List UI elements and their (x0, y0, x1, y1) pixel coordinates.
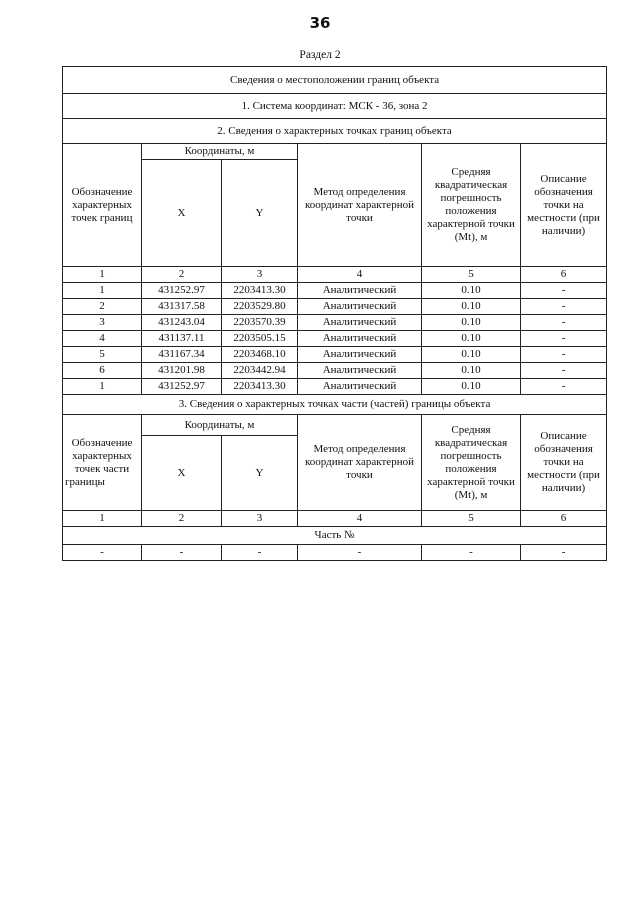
empty-cell: - (422, 545, 521, 561)
table-row (63, 331, 607, 347)
table-row (63, 283, 607, 299)
empty-cell: - (142, 545, 222, 561)
column-number-row (63, 267, 607, 283)
header-mt: Средняя квадратическая погрешность положения характерной точки (Mt), м (422, 144, 521, 267)
column-number: 5 (422, 267, 521, 283)
method: Аналитический (298, 331, 422, 347)
table-row (63, 363, 607, 379)
column-number-row (63, 511, 607, 527)
table-row (63, 347, 607, 363)
column-number: 4 (298, 267, 422, 283)
header-desc: Описание обозначения точки на местности (при наличии) (521, 415, 607, 511)
coord-y: 2203442.94 (222, 363, 298, 379)
description: - (521, 363, 607, 379)
coord-x: 431252.97 (142, 283, 222, 299)
empty-cell: - (63, 545, 142, 561)
coord-y: 2203570.39 (222, 315, 298, 331)
header-mt: Средняя квадратическая погрешность положения характерной точки (Mt), м (422, 415, 521, 511)
point-id: 5 (63, 347, 142, 363)
coord-x: 431252.97 (142, 379, 222, 395)
column-number: 3 (222, 267, 298, 283)
coord-y: 2203505.15 (222, 331, 298, 347)
header-method: Метод определения координат характерной точки (298, 144, 422, 267)
coord-x: 431137.11 (142, 331, 222, 347)
header-x: X (142, 160, 222, 267)
header-y: Y (222, 160, 298, 267)
point-id: 2 (63, 299, 142, 315)
coord-y: 2203413.30 (222, 283, 298, 299)
column-number: 1 (63, 267, 142, 283)
coord-system: 1. Система координат: МСК - 36, зона 2 (63, 94, 607, 119)
method: Аналитический (298, 347, 422, 363)
description: - (521, 283, 607, 299)
method: Аналитический (298, 299, 422, 315)
part-label: Часть № (63, 527, 607, 545)
header-desc: Описание обозначения точки на местности (при наличии) (521, 144, 607, 267)
column-number: 2 (142, 267, 222, 283)
empty-cell: - (298, 545, 422, 561)
page-number: 36 (309, 14, 331, 32)
column-number: 3 (222, 511, 298, 527)
table-row (63, 545, 607, 561)
table-row (63, 315, 607, 331)
coord-x: 431167.34 (142, 347, 222, 363)
header-x: X (142, 436, 222, 511)
coord-y: 2203529.80 (222, 299, 298, 315)
section3-heading: 3. Сведения о характерных точках части (частей) границы объекта (63, 395, 607, 415)
mt-value: 0.10 (422, 315, 521, 331)
column-number: 5 (422, 511, 521, 527)
mt-value: 0.10 (422, 299, 521, 315)
mt-value: 0.10 (422, 379, 521, 395)
header-coords: Координаты, м (142, 415, 298, 436)
column-number: 2 (142, 511, 222, 527)
mt-value: 0.10 (422, 347, 521, 363)
empty-cell: - (222, 545, 298, 561)
empty-cell: - (521, 545, 607, 561)
method: Аналитический (298, 315, 422, 331)
table-row (63, 379, 607, 395)
section2-heading: 2. Сведения о характерных точках границ объекта (63, 119, 607, 144)
column-number: 1 (63, 511, 142, 527)
description: - (521, 331, 607, 347)
header-point: Обозначение характерных точек границ (63, 144, 142, 267)
coord-x: 431243.04 (142, 315, 222, 331)
mt-value: 0.10 (422, 283, 521, 299)
boundary-table (62, 66, 607, 561)
point-id: 4 (63, 331, 142, 347)
coord-x: 431317.58 (142, 299, 222, 315)
table-title: Сведения о местоположении границ объекта (63, 67, 607, 94)
coord-y: 2203468.10 (222, 347, 298, 363)
header-y: Y (222, 436, 298, 511)
column-number: 4 (298, 511, 422, 527)
method: Аналитический (298, 283, 422, 299)
header-method: Метод определения координат характерной точки (298, 415, 422, 511)
point-id: 1 (63, 283, 142, 299)
point-id: 1 (63, 379, 142, 395)
column-number: 6 (521, 511, 607, 527)
description: - (521, 347, 607, 363)
coord-x: 431201.98 (142, 363, 222, 379)
section-label: Раздел 2 (299, 49, 341, 61)
method: Аналитический (298, 363, 422, 379)
column-number: 6 (521, 267, 607, 283)
point-id: 3 (63, 315, 142, 331)
table-row (63, 299, 607, 315)
header-point: Обозначение характерных точек части границы (63, 415, 142, 511)
mt-value: 0.10 (422, 331, 521, 347)
coord-y: 2203413.30 (222, 379, 298, 395)
header-coords: Координаты, м (142, 144, 298, 160)
description: - (521, 315, 607, 331)
point-id: 6 (63, 363, 142, 379)
description: - (521, 299, 607, 315)
method: Аналитический (298, 379, 422, 395)
mt-value: 0.10 (422, 363, 521, 379)
description: - (521, 379, 607, 395)
